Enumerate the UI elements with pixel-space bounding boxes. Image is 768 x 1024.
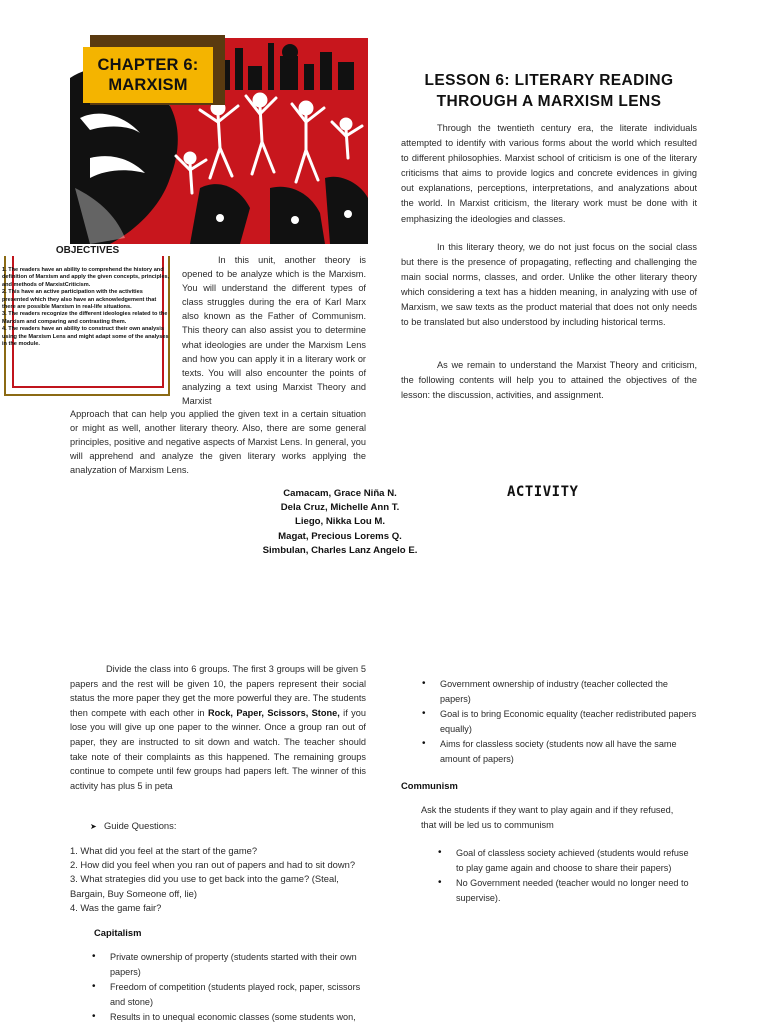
chapter-banner — [83, 47, 213, 103]
list-item: • Government ownership of industry (teacher collected the papers) — [420, 677, 698, 707]
lesson-title: LESSON 6: LITERARY READING THROUGH A MARXISM LENS — [424, 72, 674, 110]
author-name: Dela Cruz, Michelle Ann T. — [280, 502, 400, 514]
objectives-title: OBJECTIVES — [0, 245, 175, 256]
communism-prompt: Ask the students if they want to play again and if they refused, that will be led us to communism — [421, 805, 674, 830]
guide-question: 4. Was the game fair? — [70, 901, 162, 913]
list-item: • Goal is to bring Economic equality (teacher redistributed papers equally) — [420, 707, 698, 737]
author-name: Magat, Precious Lorems Q. — [278, 530, 402, 542]
chapter-title: MARXISM — [108, 76, 188, 94]
author-list — [248, 487, 432, 558]
lesson-paragraph-3: As we remain to understand the Marxist Theory and criticism, the following contents will help you to attained the objectives of the lesson: the discussion, activities, and assignment. — [401, 360, 697, 401]
arrow-right-icon: ➤ — [90, 822, 97, 831]
list-item: • Aims for classless society (students now all have the same amount of papers) — [420, 737, 698, 767]
guide-questions-list — [70, 844, 370, 915]
list-item: • Freedom of competition (students played rock, paper, scissors and stone) — [90, 980, 370, 1010]
intro-paragraph-top: In this unit, another theory is opened to be analyze which is the Marxism. You will understand the different types of class struggles during the era of Karl Marx also known as the Father of Communism. This theory can also assist you to determine what ideologies are under the Marxism Lens and how you can apply it in a literary work or texts. You will also encounter the points of analyzing a text using Marxist Theory and Marxist — [182, 255, 366, 406]
objectives-list — [2, 267, 170, 348]
capitalism-list — [90, 950, 370, 1024]
list-item: • Results in to unequal economic classes (some students won, — [90, 1010, 370, 1024]
chapter-number: CHAPTER 6: — [97, 56, 199, 74]
objective-item: 4. The readers have an ability to construct their own analysis using the Marxism Lens and might adapt some of the analyses in the module. — [2, 326, 169, 348]
guide-question: 2. How did you feel when you ran out of papers and had to sit down? — [70, 859, 356, 871]
capitalism-heading: Capitalism — [94, 927, 142, 938]
communism-list — [436, 846, 698, 906]
communism-heading: Communism — [401, 780, 458, 791]
activity-instructions: Divide the class into 6 groups. The first 3 groups will be given 5 papers and the rest will be given 10, the papers represent their social status the more paper they get the more powerful they are. The students then compete with each other in Rock, Paper, Scissors, Stone, if you lose you will give up one paper to the winner. Once a group ran out of paper, they are instructed to sit down and watch. The teacher should take note of their complaints as this happened. The remaining groups continue to compete until few groups had papers left. The winner of this activity has plus 5 in peta — [70, 664, 366, 791]
list-item: • Goal of classless society achieved (students would refuse to play game again and choose to share their papers) — [436, 846, 698, 876]
author-name: Simbulan, Charles Lanz Angelo E. — [262, 544, 418, 556]
objective-item: 3. The readers recognize the different ideologies related to the Marxism and comparing and contrasting them. — [2, 311, 168, 325]
author-name: Camacam, Grace Niña N. — [283, 488, 397, 499]
author-name: Liego, Nikka Lou M. — [294, 516, 386, 528]
guide-question: 3. What strategies did you use to get back into the game? (Steal, Bargain, Buy Someone off, lie) — [70, 873, 339, 899]
guide-question: 1. What did you feel at the start of the game? — [70, 845, 258, 856]
guide-questions-heading: ➤ Guide Questions: — [90, 820, 177, 831]
intro-paragraph-bottom: Approach that can help you applied the given text in a certain situation or might as well, another literary theory. Also, there are some general principles, positive and negative aspects of Marxist Lens. In general, you will apprehend and analyze the given literary works applying the analyzation of Marxism Lens. — [70, 409, 366, 476]
socialism-list — [420, 677, 698, 766]
list-item: • Private ownership of property (students started with their own papers) — [90, 950, 370, 980]
activity-heading: ACTIVITY — [507, 484, 579, 500]
lesson-paragraph-2: In this literary theory, we do not just focus on the social class but there is the presence of propagating, reflecting and challenging the main social norms, classes, and order. Unlike the other literary theory which considering a text has a hidden meaning, in analyzing with use of Marxism, we saw texts as the product material that does not only needs to be translated but also understood by including historical terms. — [401, 242, 697, 328]
objective-item: 1. The readers have an ability to comprehend the history and definition of Marxism and apply the given concepts, principles, and methods of MarxistCriticism. — [2, 267, 170, 288]
objective-item: 2. This have an active participation with the activities presented which they also have an acknowledgement that there are possible Marxism in real-life situations. — [2, 289, 157, 311]
list-item: • No Government needed (teacher would no longer need to supervise). — [436, 876, 698, 906]
game-name: Rock, Paper, Scissors, Stone, — [207, 707, 340, 718]
lesson-paragraph-1: Through the twentieth century era, the literate individuals attempted to identify with various forms about the world which resulted to different philosophies. Marxist school of criticism is one of the literary criticisms that aims to provide logics and concrete evidences in giving out explanations, perceptions, interpretations, and analyzations about the world. In Marxist criticism, the literary work must be done with it emphasizing the ideologies and classes. — [401, 123, 697, 224]
